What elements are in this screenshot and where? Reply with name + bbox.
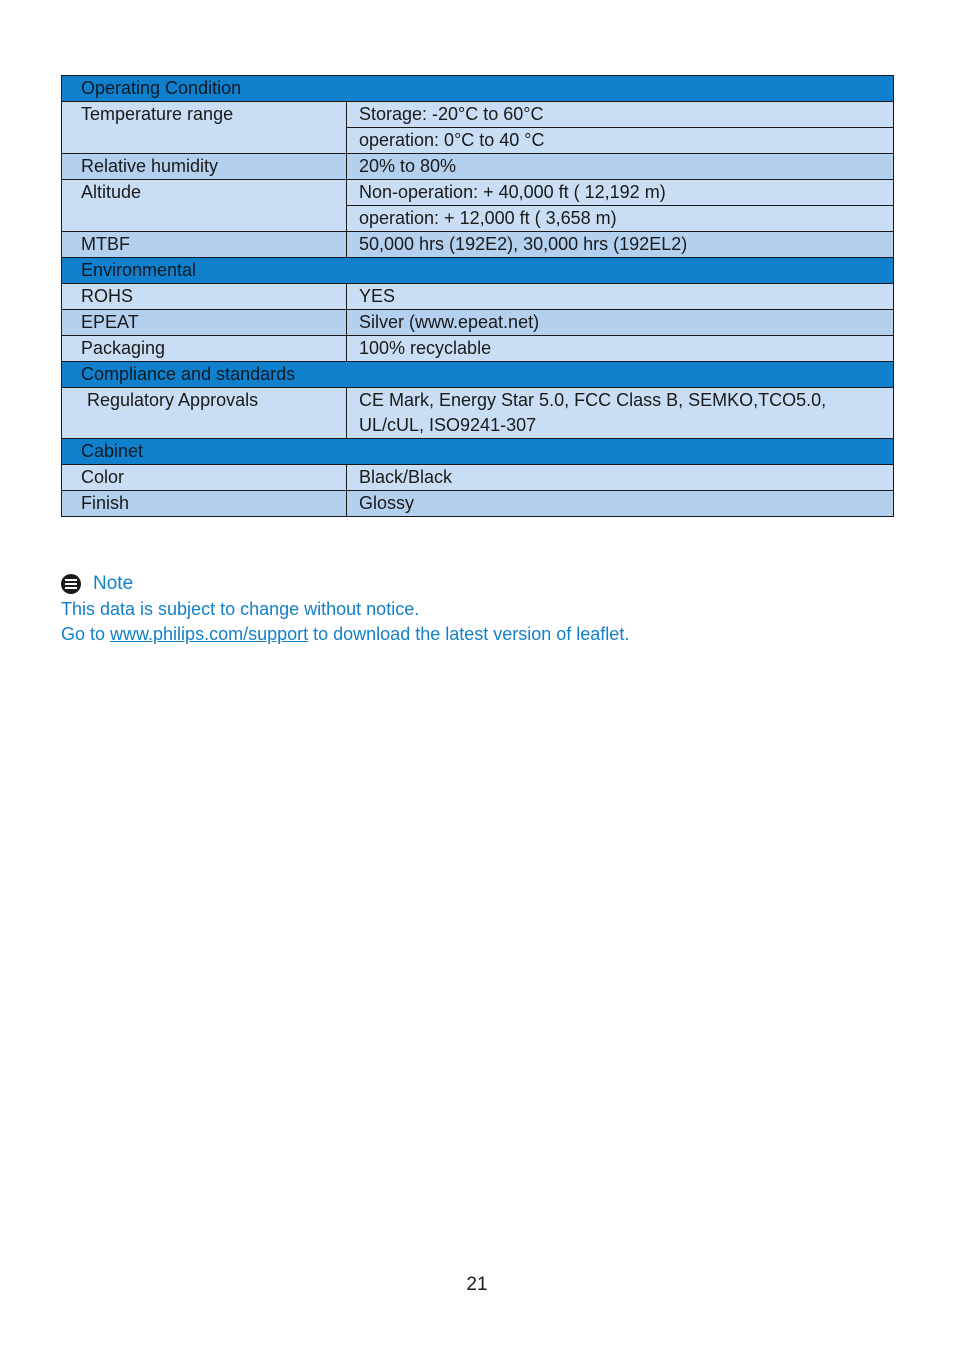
row-value-altitude-op: operation: + 12,000 ft ( 3,658 m) — [347, 206, 894, 232]
row-value-color: Black/Black — [347, 465, 894, 491]
row-label-mtbf: MTBF — [62, 232, 347, 258]
note-line-2-suffix: to download the latest version of leaflet. — [308, 624, 630, 644]
table-row — [62, 284, 894, 310]
regulatory-line-1: CE Mark, Energy Star 5.0, FCC Class B, SEMKO,TCO5.0, — [359, 390, 827, 410]
row-label-regulatory: Regulatory Approvals — [62, 388, 347, 439]
section-header-cabinet — [62, 439, 894, 465]
note-box — [61, 571, 901, 647]
support-link[interactable]: www.philips.com/support — [110, 624, 309, 644]
page-number: 21 — [466, 1274, 488, 1295]
specifications-table — [61, 75, 894, 517]
regulatory-line-2: UL/cUL, ISO9241-307 — [359, 415, 537, 435]
section-header-compliance — [62, 362, 894, 388]
section-title: Compliance and standards — [62, 362, 894, 388]
note-line-1: This data is subject to change without notice. — [61, 599, 420, 619]
table-row — [62, 465, 894, 491]
note-line-2-prefix: Go to — [61, 624, 111, 644]
table-row — [62, 154, 894, 180]
section-header-environmental — [62, 258, 894, 284]
table-row — [62, 180, 894, 206]
row-value-epeat: Silver (www.epeat.net) — [347, 310, 894, 336]
row-label-finish: Finish — [62, 491, 347, 517]
table-row — [62, 336, 894, 362]
table-row — [62, 491, 894, 517]
row-value-regulatory — [347, 388, 894, 439]
section-title: Cabinet — [62, 439, 894, 465]
note-title: Note — [93, 573, 134, 594]
row-value-altitude-nonop: Non-operation: + 40,000 ft ( 12,192 m) — [347, 180, 894, 206]
section-header-operating — [62, 76, 894, 102]
row-label-packaging: Packaging — [62, 336, 347, 362]
note-line-2 — [61, 622, 901, 647]
row-value-rohs: YES — [347, 284, 894, 310]
table-row — [62, 388, 894, 439]
row-value-mtbf: 50,000 hrs (192E2), 30,000 hrs (192EL2) — [347, 232, 894, 258]
row-value-humidity: 20% to 80% — [347, 154, 894, 180]
section-title: Operating Condition — [62, 76, 894, 102]
note-icon — [61, 574, 81, 594]
row-label-humidity: Relative humidity — [62, 154, 347, 180]
table-row — [62, 102, 894, 128]
row-label-epeat: EPEAT — [62, 310, 347, 336]
row-label-altitude: Altitude — [62, 180, 347, 232]
row-value-temperature-storage: Storage: -20°C to 60°C — [347, 102, 894, 128]
row-label-rohs: ROHS — [62, 284, 347, 310]
section-title: Environmental — [62, 258, 894, 284]
row-value-finish: Glossy — [347, 491, 894, 517]
row-value-temperature-operation: operation: 0°C to 40 °C — [347, 128, 894, 154]
row-label-color: Color — [62, 465, 347, 491]
row-label-temperature: Temperature range — [62, 102, 347, 154]
table-row — [62, 232, 894, 258]
note-header — [61, 571, 901, 597]
row-value-packaging: 100% recyclable — [347, 336, 894, 362]
table-row — [62, 310, 894, 336]
